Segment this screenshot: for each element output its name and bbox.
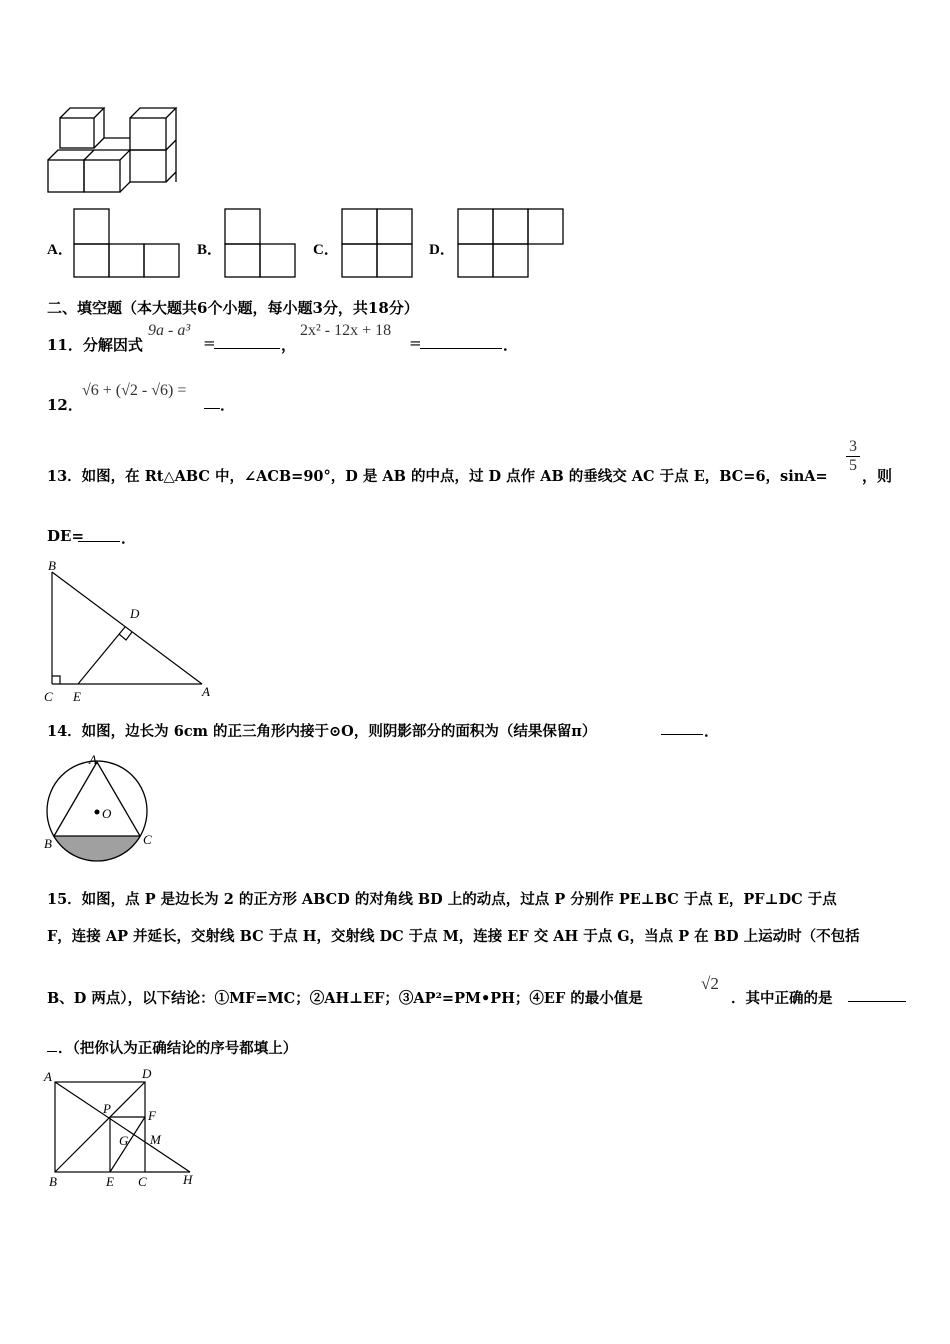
q13-label-a: A: [202, 684, 210, 699]
q15-sqrt2: √2: [701, 974, 719, 993]
q15-line1: 15．如图，点 P 是边长为 2 的正方形 ABCD 的对角线 BD 上的动点，过点 P 分别作 PE⊥BC 于点 E，PF⊥DC 于点: [47, 891, 837, 908]
q15-label-f: F: [148, 1108, 156, 1123]
q13-triangle-figure: [40, 556, 220, 706]
q15-line3a: B、D 两点），以下结论：①MF=MC；②AH⊥EF；③AP²=PM•PH；④EF 的最小值是: [47, 990, 643, 1007]
q13-de-label: DE=: [47, 527, 85, 545]
cubes-figure: [44, 104, 180, 196]
q15-label-e: E: [106, 1174, 114, 1189]
question-11: [47, 334, 143, 355]
q12-expr: √6 + (√2 - √6) =: [82, 382, 187, 399]
q15-label-a: A: [44, 1069, 52, 1084]
q12-blank[interactable]: [204, 394, 220, 409]
q11-blank1[interactable]: [214, 334, 280, 349]
q15-square-figure: [40, 1066, 200, 1192]
q11-expr1: 9a - a³: [148, 322, 191, 339]
q14-blank[interactable]: [661, 720, 703, 735]
q13-label-c: C: [44, 689, 53, 704]
q11-eq1: =: [203, 334, 216, 352]
section-title: 二、填空题（本大题共6个小题，每小题3分，共18分）: [47, 299, 419, 317]
q14-label-a: A: [89, 752, 97, 767]
q11-number: 11．: [47, 336, 83, 354]
q13-label-b: B: [48, 558, 56, 573]
q14-label-o: O: [102, 806, 112, 821]
q15-line3b: ．其中正确的是: [731, 990, 833, 1007]
option-c-figure: [340, 207, 415, 279]
q14-label-b: B: [44, 836, 52, 851]
option-d-label: D．: [429, 242, 455, 258]
q13-label-e: E: [73, 689, 81, 704]
option-a-figure: [72, 207, 182, 279]
q15-label-b: B: [49, 1174, 57, 1189]
q15-label-m: M: [150, 1132, 161, 1147]
q11-expr2: 2x² - 12x + 18: [300, 322, 392, 339]
q13-frac-num: 3: [849, 438, 857, 455]
q13-fraction: [846, 438, 860, 475]
q12-number: 12．: [47, 396, 83, 414]
q11-text: 分解因式: [82, 336, 143, 354]
option-c-label: C．: [313, 242, 339, 258]
option-b-label: B．: [197, 242, 223, 258]
q13-label-d: D: [130, 606, 140, 621]
q15-label-c: C: [138, 1174, 147, 1189]
q15-label-g: G: [119, 1133, 129, 1148]
q15-label-p: P: [103, 1101, 111, 1116]
q15-label-h: H: [183, 1172, 193, 1187]
q14-circle-figure: [40, 752, 165, 870]
option-d-figure: [456, 207, 566, 279]
q15-line4: ．（把你认为正确结论的序号都填上）: [58, 1040, 298, 1057]
q15-blank[interactable]: [848, 987, 906, 1002]
option-a-label: A．: [47, 242, 73, 258]
q11-comma: ，: [281, 336, 297, 354]
q14-text: 14．如图，边长为 6cm 的正三角形内接于⊙O，则阴影部分的面积为（结果保留π）: [47, 723, 597, 740]
q11-blank2[interactable]: [420, 334, 502, 349]
q13-text: 13．如图，在 Rt△ABC 中，∠ACB=90°，D 是 AB 的中点，过 D 点作 AB 的垂线交 AC 于点 E，BC=6，sinA=: [47, 468, 828, 485]
q15-line2: F，连接 AP 并延长，交射线 BC 于点 H，交射线 DC 于点 M，连接 EF 交 AH 于点 G，当点 P 在 BD 上运动时（不包括: [47, 928, 860, 945]
q11-eq2: =: [409, 334, 422, 352]
q13-frac-den: 5: [849, 457, 857, 474]
q15-label-d: D: [142, 1066, 152, 1081]
q11-end: ．: [503, 336, 519, 354]
option-b-figure: [223, 207, 298, 279]
q13-text2: ，则: [862, 467, 893, 485]
q14-label-c: C: [143, 832, 152, 847]
q15-blank-cont: [47, 1037, 57, 1052]
q14-end: ．: [704, 722, 720, 740]
q13-blank[interactable]: [78, 527, 120, 542]
q13-end: ．: [121, 529, 137, 547]
q12-end: ．: [220, 396, 236, 414]
